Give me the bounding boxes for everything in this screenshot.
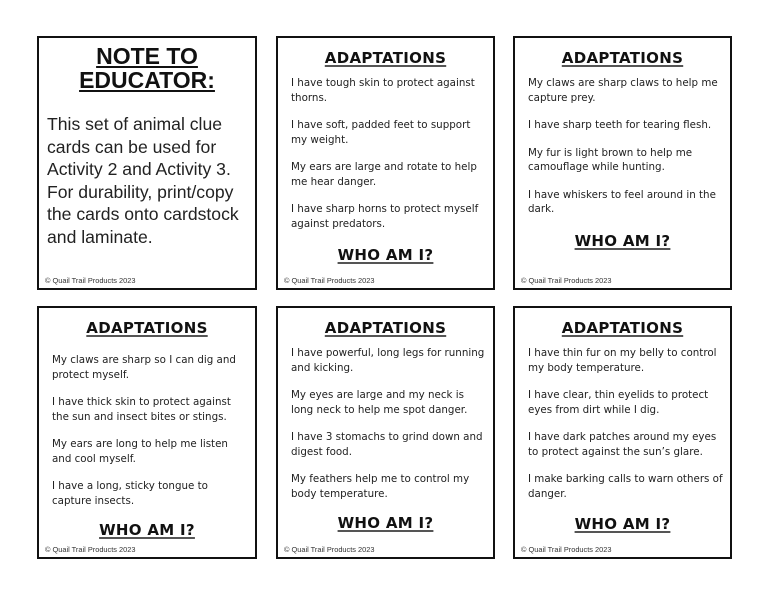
clue-card-1	[276, 36, 495, 290]
clue-item: My feathers help me to control my body temperature.	[291, 473, 470, 500]
card-title: ADAPTATIONS	[86, 319, 208, 337]
clue-item: My ears are large and rotate to help me hear danger.	[291, 161, 477, 188]
clue-item: My ears are long to help me listen and cool myself.	[52, 438, 228, 465]
note-body: This set of animal clue cards can be used for Activity 2 and Activity 3. For durability, print/copy the cards onto cardstock and laminate.	[47, 114, 239, 247]
clue-item: I have a long, sticky tongue to capture insects.	[52, 480, 208, 507]
clue-item: I have soft, padded feet to support my weight.	[291, 119, 471, 146]
clue-card-2	[513, 36, 732, 290]
copyright-text: © Quail Trail Products 2023	[284, 276, 375, 285]
who-am-i-question: WHO AM I?	[337, 514, 434, 532]
card-title: ADAPTATIONS	[324, 49, 447, 67]
clue-item: I have clear, thin eyelids to protect eyes from dirt while I dig.	[528, 389, 709, 416]
clue-card-3	[37, 306, 257, 559]
card-title: ADAPTATIONS	[561, 49, 684, 67]
card-title: ADAPTATIONS	[561, 319, 684, 337]
clue-item: I have whiskers to feel around in the dark.	[528, 188, 716, 215]
copyright-text: © Quail Trail Products 2023	[45, 276, 136, 285]
clue-item: I have tough skin to protect against thorns.	[291, 77, 475, 104]
clue-item: I have sharp horns to protect myself against predators.	[291, 203, 479, 230]
clue-list	[528, 76, 724, 230]
copyright-text: © Quail Trail Products 2023	[521, 545, 612, 554]
note-to-educator-card	[37, 36, 257, 290]
clue-item: I have dark patches around my eyes to protect against the sun’s glare.	[528, 431, 717, 458]
note-title-line1: NOTE TO	[96, 43, 198, 69]
clue-item: I have sharp teeth for tearing flesh.	[528, 119, 712, 131]
card-title: ADAPTATIONS	[324, 319, 447, 337]
clue-card-5	[513, 306, 732, 559]
clue-item: I make barking calls to warn others of danger.	[528, 473, 723, 500]
clue-item: I have thin fur on my belly to control my body temperature.	[528, 347, 717, 374]
clue-item: I have powerful, long legs for running and kicking.	[291, 347, 485, 374]
clue-item: My eyes are large and my neck is long neck to help me spot danger.	[291, 389, 468, 416]
copyright-text: © Quail Trail Products 2023	[521, 276, 612, 285]
clue-item: I have thick skin to protect against the sun and insect bites or stings.	[52, 396, 231, 423]
who-am-i-question: WHO AM I?	[574, 232, 671, 250]
copyright-text: © Quail Trail Products 2023	[284, 545, 375, 554]
who-am-i-question: WHO AM I?	[337, 246, 434, 264]
note-title-line2: EDUCATOR:	[79, 67, 215, 93]
clue-list	[291, 346, 487, 514]
clue-list	[52, 353, 249, 521]
copyright-text: © Quail Trail Products 2023	[45, 545, 136, 554]
clue-item: My claws are sharp so I can dig and protect myself.	[52, 354, 236, 381]
clue-item: My claws are sharp claws to help me capture prey.	[528, 77, 718, 104]
clue-card-4	[276, 306, 495, 559]
clue-list	[528, 346, 724, 514]
clue-list	[291, 76, 487, 244]
clue-item: I have 3 stomachs to grind down and digest food.	[291, 431, 483, 458]
clue-item: My fur is light brown to help me camouflage while hunting.	[528, 146, 693, 173]
note-title	[39, 44, 255, 92]
who-am-i-question: WHO AM I?	[574, 515, 671, 533]
who-am-i-question: WHO AM I?	[99, 521, 195, 539]
